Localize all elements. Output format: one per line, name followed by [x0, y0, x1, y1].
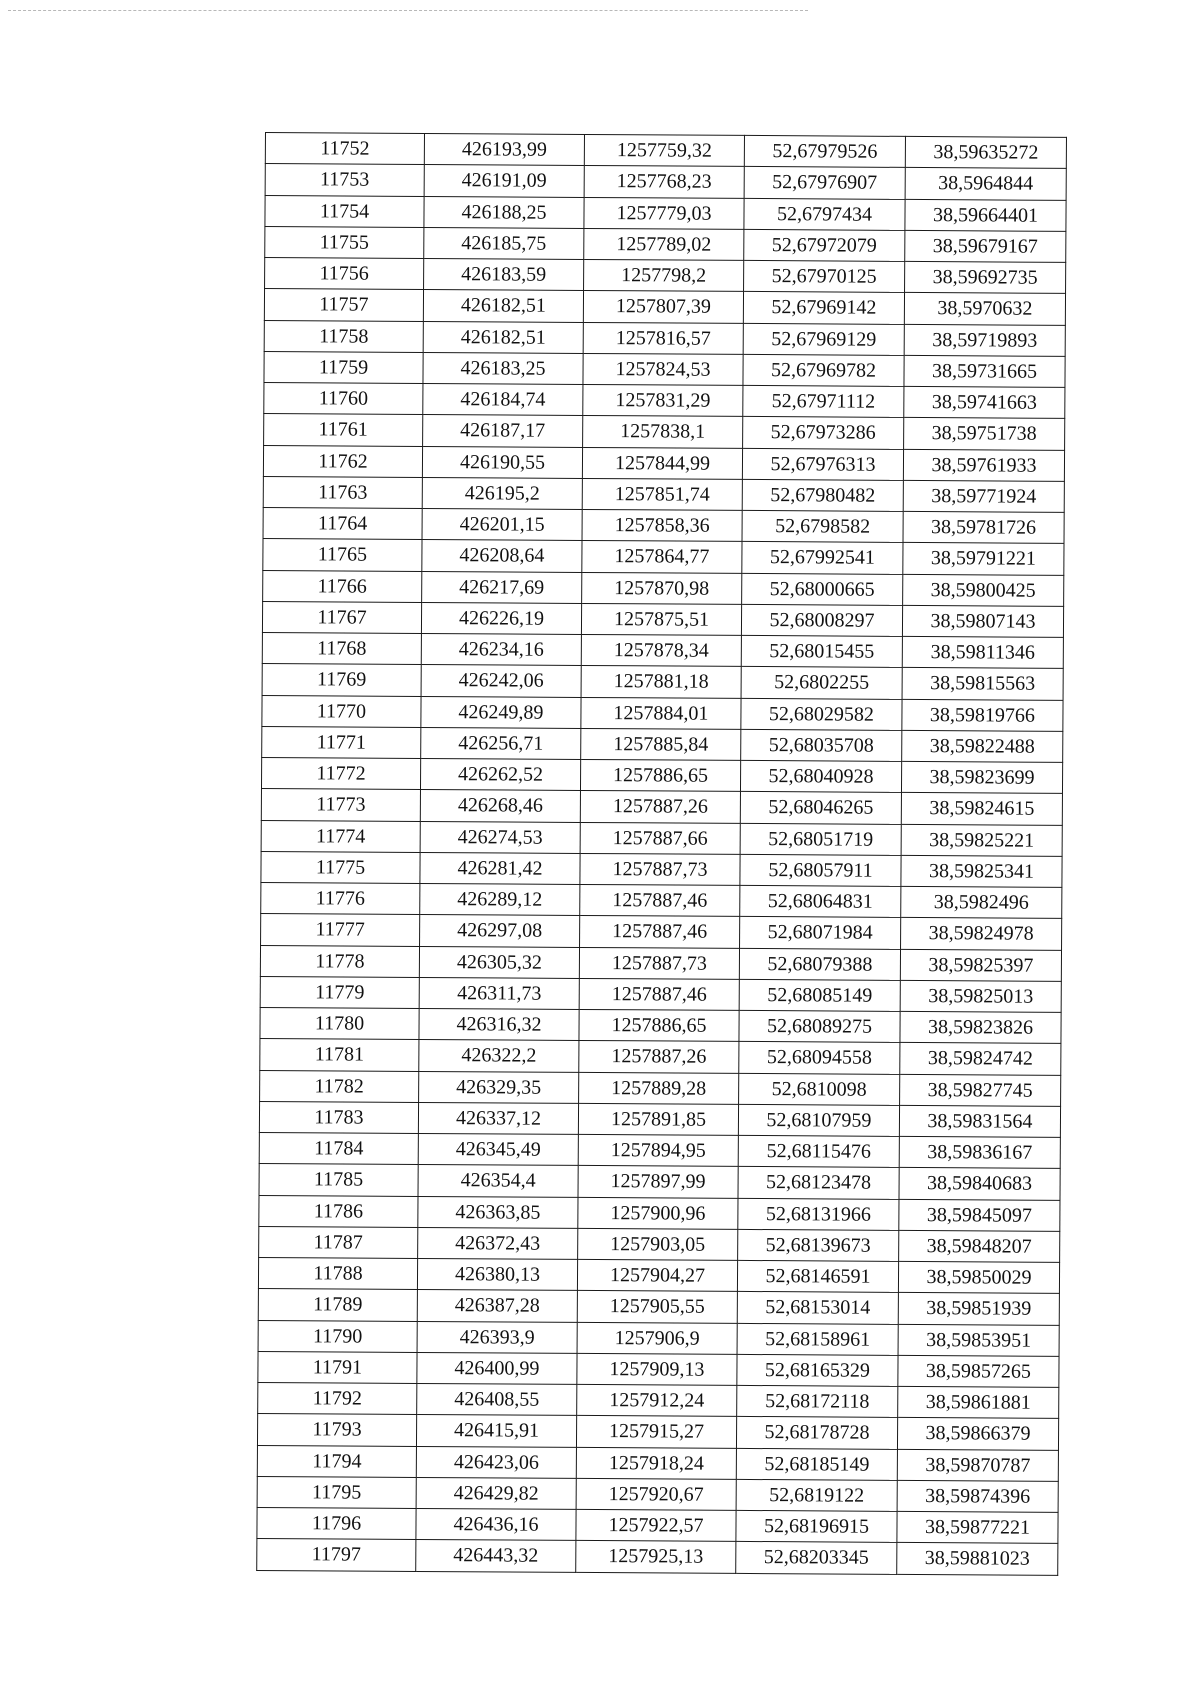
table-row	[264, 414, 1065, 450]
point-number-cell: 11764	[263, 507, 422, 539]
x-coordinate-cell: 426274,53	[420, 821, 580, 853]
y-coordinate-cell: 1257905,55	[577, 1291, 737, 1323]
y-coordinate-cell: 1257887,46	[579, 978, 739, 1010]
table-row	[260, 1039, 1061, 1075]
table-row	[258, 1320, 1059, 1356]
point-number-cell: 11770	[262, 695, 421, 727]
table-row	[258, 1351, 1059, 1387]
latitude-cell: 52,67969129	[743, 323, 904, 355]
table-row	[260, 1007, 1061, 1043]
table-row	[257, 1445, 1058, 1481]
latitude-cell: 52,6819122	[736, 1479, 897, 1511]
point-number-cell: 11787	[259, 1226, 418, 1258]
x-coordinate-cell: 426393,9	[417, 1321, 577, 1353]
longitude-cell: 38,59825013	[900, 980, 1061, 1012]
longitude-cell: 38,59877221	[897, 1511, 1058, 1543]
point-number-cell: 11775	[261, 851, 420, 883]
y-coordinate-cell: 1257858,36	[582, 509, 742, 541]
x-coordinate-cell: 426234,16	[421, 633, 581, 665]
x-coordinate-cell: 426289,12	[420, 883, 580, 915]
longitude-cell: 38,59850029	[898, 1261, 1059, 1293]
point-number-cell: 11783	[259, 1101, 418, 1133]
table-row	[263, 476, 1064, 512]
y-coordinate-cell: 1257886,65	[580, 759, 740, 791]
y-coordinate-cell: 1257886,65	[579, 1009, 739, 1041]
x-coordinate-cell: 426345,49	[418, 1133, 578, 1165]
y-coordinate-cell: 1257903,05	[578, 1228, 738, 1260]
latitude-cell: 52,68203345	[736, 1542, 897, 1574]
point-number-cell: 11765	[263, 539, 422, 571]
longitude-cell: 38,59861881	[898, 1386, 1059, 1418]
y-coordinate-cell: 1257759,32	[584, 134, 744, 166]
y-coordinate-cell: 1257881,18	[581, 666, 741, 698]
table-row	[262, 695, 1063, 731]
table-row	[263, 507, 1064, 543]
latitude-cell: 52,6797434	[744, 198, 905, 230]
longitude-cell: 38,59751738	[904, 418, 1065, 450]
y-coordinate-cell: 1257878,34	[581, 634, 741, 666]
point-number-cell: 11768	[262, 632, 421, 664]
table-row	[264, 289, 1065, 325]
x-coordinate-cell: 426408,55	[417, 1383, 577, 1415]
longitude-cell: 38,59870787	[897, 1449, 1058, 1481]
x-coordinate-cell: 426242,06	[421, 665, 581, 697]
y-coordinate-cell: 1257920,67	[576, 1478, 736, 1510]
table-row	[262, 726, 1063, 762]
x-coordinate-cell: 426193,99	[424, 133, 584, 165]
latitude-cell: 52,68015455	[741, 635, 902, 667]
point-number-cell: 11789	[258, 1289, 417, 1321]
longitude-cell: 38,59874396	[897, 1480, 1058, 1512]
y-coordinate-cell: 1257887,26	[580, 791, 740, 823]
longitude-cell: 38,59840683	[899, 1168, 1060, 1200]
longitude-cell: 38,59791221	[903, 543, 1064, 575]
table-row	[260, 1070, 1061, 1106]
longitude-cell: 38,59823826	[900, 1011, 1061, 1043]
x-coordinate-cell: 426380,13	[417, 1258, 577, 1290]
y-coordinate-cell: 1257891,85	[578, 1103, 738, 1135]
latitude-cell: 52,67971112	[743, 385, 904, 417]
table-row	[263, 570, 1064, 606]
longitude-cell: 38,59664401	[905, 199, 1066, 231]
table-row	[261, 882, 1062, 918]
longitude-cell: 38,59824615	[901, 793, 1062, 825]
point-number-cell: 11778	[260, 945, 419, 977]
y-coordinate-cell: 1257844,99	[582, 447, 742, 479]
y-coordinate-cell: 1257768,23	[584, 166, 744, 198]
longitude-cell: 38,59827745	[900, 1074, 1061, 1106]
y-coordinate-cell: 1257824,53	[583, 353, 743, 385]
longitude-cell: 38,59845097	[899, 1199, 1060, 1231]
latitude-cell: 52,68079388	[739, 948, 900, 980]
point-number-cell: 11792	[258, 1382, 417, 1414]
y-coordinate-cell: 1257870,98	[582, 572, 742, 604]
y-coordinate-cell: 1257798,2	[584, 259, 744, 291]
table-row	[258, 1257, 1059, 1293]
point-number-cell: 11767	[262, 601, 421, 633]
x-coordinate-cell: 426297,08	[420, 915, 580, 947]
table-row	[261, 789, 1062, 825]
x-coordinate-cell: 426363,85	[418, 1196, 578, 1228]
y-coordinate-cell: 1257889,28	[579, 1072, 739, 1104]
longitude-cell: 38,59866379	[897, 1418, 1058, 1450]
y-coordinate-cell: 1257831,29	[583, 384, 743, 416]
y-coordinate-cell: 1257851,74	[582, 478, 742, 510]
x-coordinate-cell: 426191,09	[424, 165, 584, 197]
point-number-cell: 11758	[264, 320, 423, 352]
y-coordinate-cell: 1257922,57	[576, 1509, 736, 1541]
table-row	[262, 664, 1063, 700]
latitude-cell: 52,67969142	[743, 292, 904, 324]
latitude-cell: 52,67979526	[744, 135, 905, 167]
y-coordinate-cell: 1257807,39	[583, 291, 743, 323]
x-coordinate-cell: 426185,75	[424, 227, 584, 259]
x-coordinate-cell: 426226,19	[421, 602, 581, 634]
x-coordinate-cell: 426262,52	[420, 758, 580, 790]
scan-top-rule	[8, 10, 808, 11]
table-row	[262, 601, 1063, 637]
x-coordinate-cell: 426249,89	[421, 696, 581, 728]
point-number-cell: 11760	[264, 382, 423, 414]
point-number-cell: 11754	[265, 195, 424, 227]
point-number-cell: 11785	[259, 1164, 418, 1196]
table-row	[259, 1195, 1060, 1231]
point-number-cell: 11780	[260, 1007, 419, 1039]
longitude-cell: 38,59811346	[902, 636, 1063, 668]
y-coordinate-cell: 1257918,24	[576, 1447, 736, 1479]
point-number-cell: 11774	[261, 820, 420, 852]
table-row	[258, 1289, 1059, 1325]
latitude-cell: 52,68094558	[739, 1042, 900, 1074]
x-coordinate-cell: 426208,64	[422, 540, 582, 572]
table-row	[265, 133, 1066, 169]
latitude-cell: 52,68040928	[740, 760, 901, 792]
table-row	[264, 382, 1065, 418]
longitude-cell: 38,59819766	[902, 699, 1063, 731]
y-coordinate-cell: 1257887,73	[580, 853, 740, 885]
latitude-cell: 52,68000665	[742, 573, 903, 605]
point-number-cell: 11759	[264, 351, 423, 383]
table-row	[265, 258, 1066, 294]
point-number-cell: 11777	[261, 914, 420, 946]
longitude-cell: 38,5964844	[905, 168, 1066, 200]
longitude-cell: 38,59807143	[902, 605, 1063, 637]
x-coordinate-cell: 426322,2	[419, 1040, 579, 1072]
table-row	[263, 539, 1064, 575]
point-number-cell: 11781	[260, 1039, 419, 1071]
table-row	[261, 851, 1062, 887]
x-coordinate-cell: 426184,74	[423, 383, 583, 415]
point-number-cell: 11794	[257, 1445, 416, 1477]
coordinates-table-body	[257, 133, 1067, 1575]
table-row	[259, 1226, 1060, 1262]
longitude-cell: 38,5970632	[904, 293, 1065, 325]
table-row	[260, 976, 1061, 1012]
coordinates-table	[256, 132, 1067, 1575]
longitude-cell: 38,59822488	[902, 730, 1063, 762]
latitude-cell: 52,68085149	[739, 979, 900, 1011]
table-row	[263, 445, 1064, 481]
x-coordinate-cell: 426329,35	[419, 1071, 579, 1103]
x-coordinate-cell: 426311,73	[419, 977, 579, 1009]
longitude-cell: 38,59825221	[901, 824, 1062, 856]
latitude-cell: 52,6810098	[739, 1073, 900, 1105]
longitude-cell: 38,59679167	[905, 230, 1066, 262]
longitude-cell: 38,59719893	[904, 324, 1065, 356]
latitude-cell: 52,68165329	[737, 1354, 898, 1386]
latitude-cell: 52,68035708	[741, 729, 902, 761]
latitude-cell: 52,67969782	[743, 354, 904, 386]
table-row	[265, 195, 1066, 231]
table-row	[261, 757, 1062, 793]
x-coordinate-cell: 426201,15	[422, 508, 582, 540]
point-number-cell: 11784	[259, 1132, 418, 1164]
latitude-cell: 52,68046265	[740, 792, 901, 824]
longitude-cell: 38,59825397	[900, 949, 1061, 981]
latitude-cell: 52,68153014	[737, 1292, 898, 1324]
x-coordinate-cell: 426195,2	[422, 477, 582, 509]
point-number-cell: 11752	[265, 133, 424, 165]
longitude-cell: 38,59761933	[903, 449, 1064, 481]
latitude-cell: 52,68123478	[738, 1167, 899, 1199]
y-coordinate-cell: 1257904,27	[577, 1259, 737, 1291]
table-row	[260, 945, 1061, 981]
x-coordinate-cell: 426429,82	[416, 1477, 576, 1509]
y-coordinate-cell: 1257789,02	[584, 228, 744, 260]
longitude-cell: 38,59731665	[904, 355, 1065, 387]
point-number-cell: 11763	[263, 476, 422, 508]
table-row	[264, 351, 1065, 387]
point-number-cell: 11753	[265, 164, 424, 196]
y-coordinate-cell: 1257887,26	[579, 1041, 739, 1073]
longitude-cell: 38,59825341	[901, 855, 1062, 887]
y-coordinate-cell: 1257915,27	[576, 1416, 736, 1448]
longitude-cell: 38,59781726	[903, 511, 1064, 543]
longitude-cell: 38,59692735	[905, 261, 1066, 293]
x-coordinate-cell: 426268,46	[420, 790, 580, 822]
point-number-cell: 11773	[261, 789, 420, 821]
latitude-cell: 52,68158961	[737, 1323, 898, 1355]
latitude-cell: 52,67972079	[744, 229, 905, 261]
point-number-cell: 11791	[258, 1351, 417, 1383]
latitude-cell: 52,67976313	[742, 448, 903, 480]
latitude-cell: 52,68196915	[736, 1510, 897, 1542]
x-coordinate-cell: 426372,43	[418, 1227, 578, 1259]
point-number-cell: 11797	[257, 1539, 416, 1571]
y-coordinate-cell: 1257887,73	[579, 947, 739, 979]
longitude-cell: 38,59800425	[903, 574, 1064, 606]
x-coordinate-cell: 426387,28	[417, 1290, 577, 1322]
x-coordinate-cell: 426182,51	[423, 290, 583, 322]
longitude-cell: 38,59851939	[898, 1293, 1059, 1325]
point-number-cell: 11796	[257, 1507, 416, 1539]
latitude-cell: 52,68008297	[741, 604, 902, 636]
latitude-cell: 52,68172118	[737, 1385, 898, 1417]
y-coordinate-cell: 1257887,46	[580, 884, 740, 916]
point-number-cell: 11795	[257, 1476, 416, 1508]
latitude-cell: 52,68051719	[740, 823, 901, 855]
latitude-cell: 52,6802255	[741, 667, 902, 699]
latitude-cell: 52,68178728	[736, 1417, 897, 1449]
y-coordinate-cell: 1257885,84	[581, 728, 741, 760]
y-coordinate-cell: 1257897,99	[578, 1166, 738, 1198]
latitude-cell: 52,67973286	[743, 417, 904, 449]
x-coordinate-cell: 426354,4	[418, 1165, 578, 1197]
longitude-cell: 38,59635272	[905, 136, 1066, 168]
table-row	[264, 320, 1065, 356]
x-coordinate-cell: 426337,12	[418, 1102, 578, 1134]
point-number-cell: 11755	[265, 226, 424, 258]
x-coordinate-cell: 426415,91	[416, 1415, 576, 1447]
y-coordinate-cell: 1257912,24	[577, 1384, 737, 1416]
x-coordinate-cell: 426188,25	[424, 196, 584, 228]
y-coordinate-cell: 1257816,57	[583, 322, 743, 354]
table-row	[259, 1132, 1060, 1168]
longitude-cell: 38,59815563	[902, 668, 1063, 700]
table-row	[257, 1507, 1058, 1543]
y-coordinate-cell: 1257894,95	[578, 1134, 738, 1166]
table-row	[257, 1414, 1058, 1450]
table-row	[258, 1382, 1059, 1418]
longitude-cell: 38,59831564	[899, 1105, 1060, 1137]
table-row	[261, 820, 1062, 856]
latitude-cell: 52,68107959	[738, 1104, 899, 1136]
y-coordinate-cell: 1257925,13	[576, 1541, 736, 1573]
point-number-cell: 11790	[258, 1320, 417, 1352]
table-row	[259, 1101, 1060, 1137]
x-coordinate-cell: 426187,17	[423, 415, 583, 447]
table-row	[265, 226, 1066, 262]
point-number-cell: 11776	[261, 882, 420, 914]
x-coordinate-cell: 426316,32	[419, 1008, 579, 1040]
y-coordinate-cell: 1257875,51	[581, 603, 741, 635]
latitude-cell: 52,67976907	[744, 167, 905, 199]
longitude-cell: 38,59741663	[904, 386, 1065, 418]
y-coordinate-cell: 1257838,1	[583, 416, 743, 448]
point-number-cell: 11756	[265, 258, 424, 290]
longitude-cell: 38,59824742	[900, 1043, 1061, 1075]
longitude-cell: 38,5982496	[901, 886, 1062, 918]
point-number-cell: 11766	[263, 570, 422, 602]
x-coordinate-cell: 426400,99	[417, 1352, 577, 1384]
longitude-cell: 38,59881023	[897, 1543, 1058, 1575]
latitude-cell: 52,68146591	[737, 1260, 898, 1292]
x-coordinate-cell: 426305,32	[419, 946, 579, 978]
latitude-cell: 52,68071984	[740, 917, 901, 949]
longitude-cell: 38,59857265	[898, 1355, 1059, 1387]
y-coordinate-cell: 1257884,01	[581, 697, 741, 729]
x-coordinate-cell: 426443,32	[416, 1540, 576, 1572]
longitude-cell: 38,59771924	[903, 480, 1064, 512]
x-coordinate-cell: 426423,06	[416, 1446, 576, 1478]
x-coordinate-cell: 426183,59	[424, 258, 584, 290]
latitude-cell: 52,68139673	[738, 1229, 899, 1261]
latitude-cell: 52,68185149	[736, 1448, 897, 1480]
point-number-cell: 11761	[264, 414, 423, 446]
table-row	[262, 632, 1063, 668]
table-row	[257, 1539, 1058, 1575]
point-number-cell: 11788	[258, 1257, 417, 1289]
x-coordinate-cell: 426217,69	[422, 571, 582, 603]
latitude-cell: 52,6798582	[742, 510, 903, 542]
x-coordinate-cell: 426182,51	[423, 321, 583, 353]
point-number-cell: 11779	[260, 976, 419, 1008]
latitude-cell: 52,67970125	[744, 260, 905, 292]
table-row	[257, 1476, 1058, 1512]
y-coordinate-cell: 1257906,9	[577, 1322, 737, 1354]
table-row	[259, 1164, 1060, 1200]
point-number-cell: 11772	[261, 757, 420, 789]
point-number-cell: 11786	[259, 1195, 418, 1227]
latitude-cell: 52,68115476	[738, 1135, 899, 1167]
point-number-cell: 11782	[260, 1070, 419, 1102]
x-coordinate-cell: 426256,71	[421, 727, 581, 759]
latitude-cell: 52,67980482	[742, 479, 903, 511]
point-number-cell: 11771	[262, 726, 421, 758]
point-number-cell: 11769	[262, 664, 421, 696]
longitude-cell: 38,59824978	[901, 918, 1062, 950]
x-coordinate-cell: 426190,55	[422, 446, 582, 478]
latitude-cell: 52,67992541	[742, 542, 903, 574]
y-coordinate-cell: 1257909,13	[577, 1353, 737, 1385]
table-row	[261, 914, 1062, 950]
latitude-cell: 52,68089275	[739, 1010, 900, 1042]
longitude-cell: 38,59836167	[899, 1136, 1060, 1168]
point-number-cell: 11762	[263, 445, 422, 477]
x-coordinate-cell: 426281,42	[420, 852, 580, 884]
table-row	[265, 164, 1066, 200]
latitude-cell: 52,68057911	[740, 854, 901, 886]
longitude-cell: 38,59853951	[898, 1324, 1059, 1356]
x-coordinate-cell: 426436,16	[416, 1508, 576, 1540]
x-coordinate-cell: 426183,25	[423, 352, 583, 384]
y-coordinate-cell: 1257900,96	[578, 1197, 738, 1229]
point-number-cell: 11793	[257, 1414, 416, 1446]
y-coordinate-cell: 1257887,46	[580, 916, 740, 948]
latitude-cell: 52,68131966	[738, 1198, 899, 1230]
latitude-cell: 52,68029582	[741, 698, 902, 730]
y-coordinate-cell: 1257779,03	[584, 197, 744, 229]
longitude-cell: 38,59823699	[901, 761, 1062, 793]
longitude-cell: 38,59848207	[899, 1230, 1060, 1262]
y-coordinate-cell: 1257887,66	[580, 822, 740, 854]
point-number-cell: 11757	[264, 289, 423, 321]
y-coordinate-cell: 1257864,77	[582, 541, 742, 573]
latitude-cell: 52,68064831	[740, 885, 901, 917]
